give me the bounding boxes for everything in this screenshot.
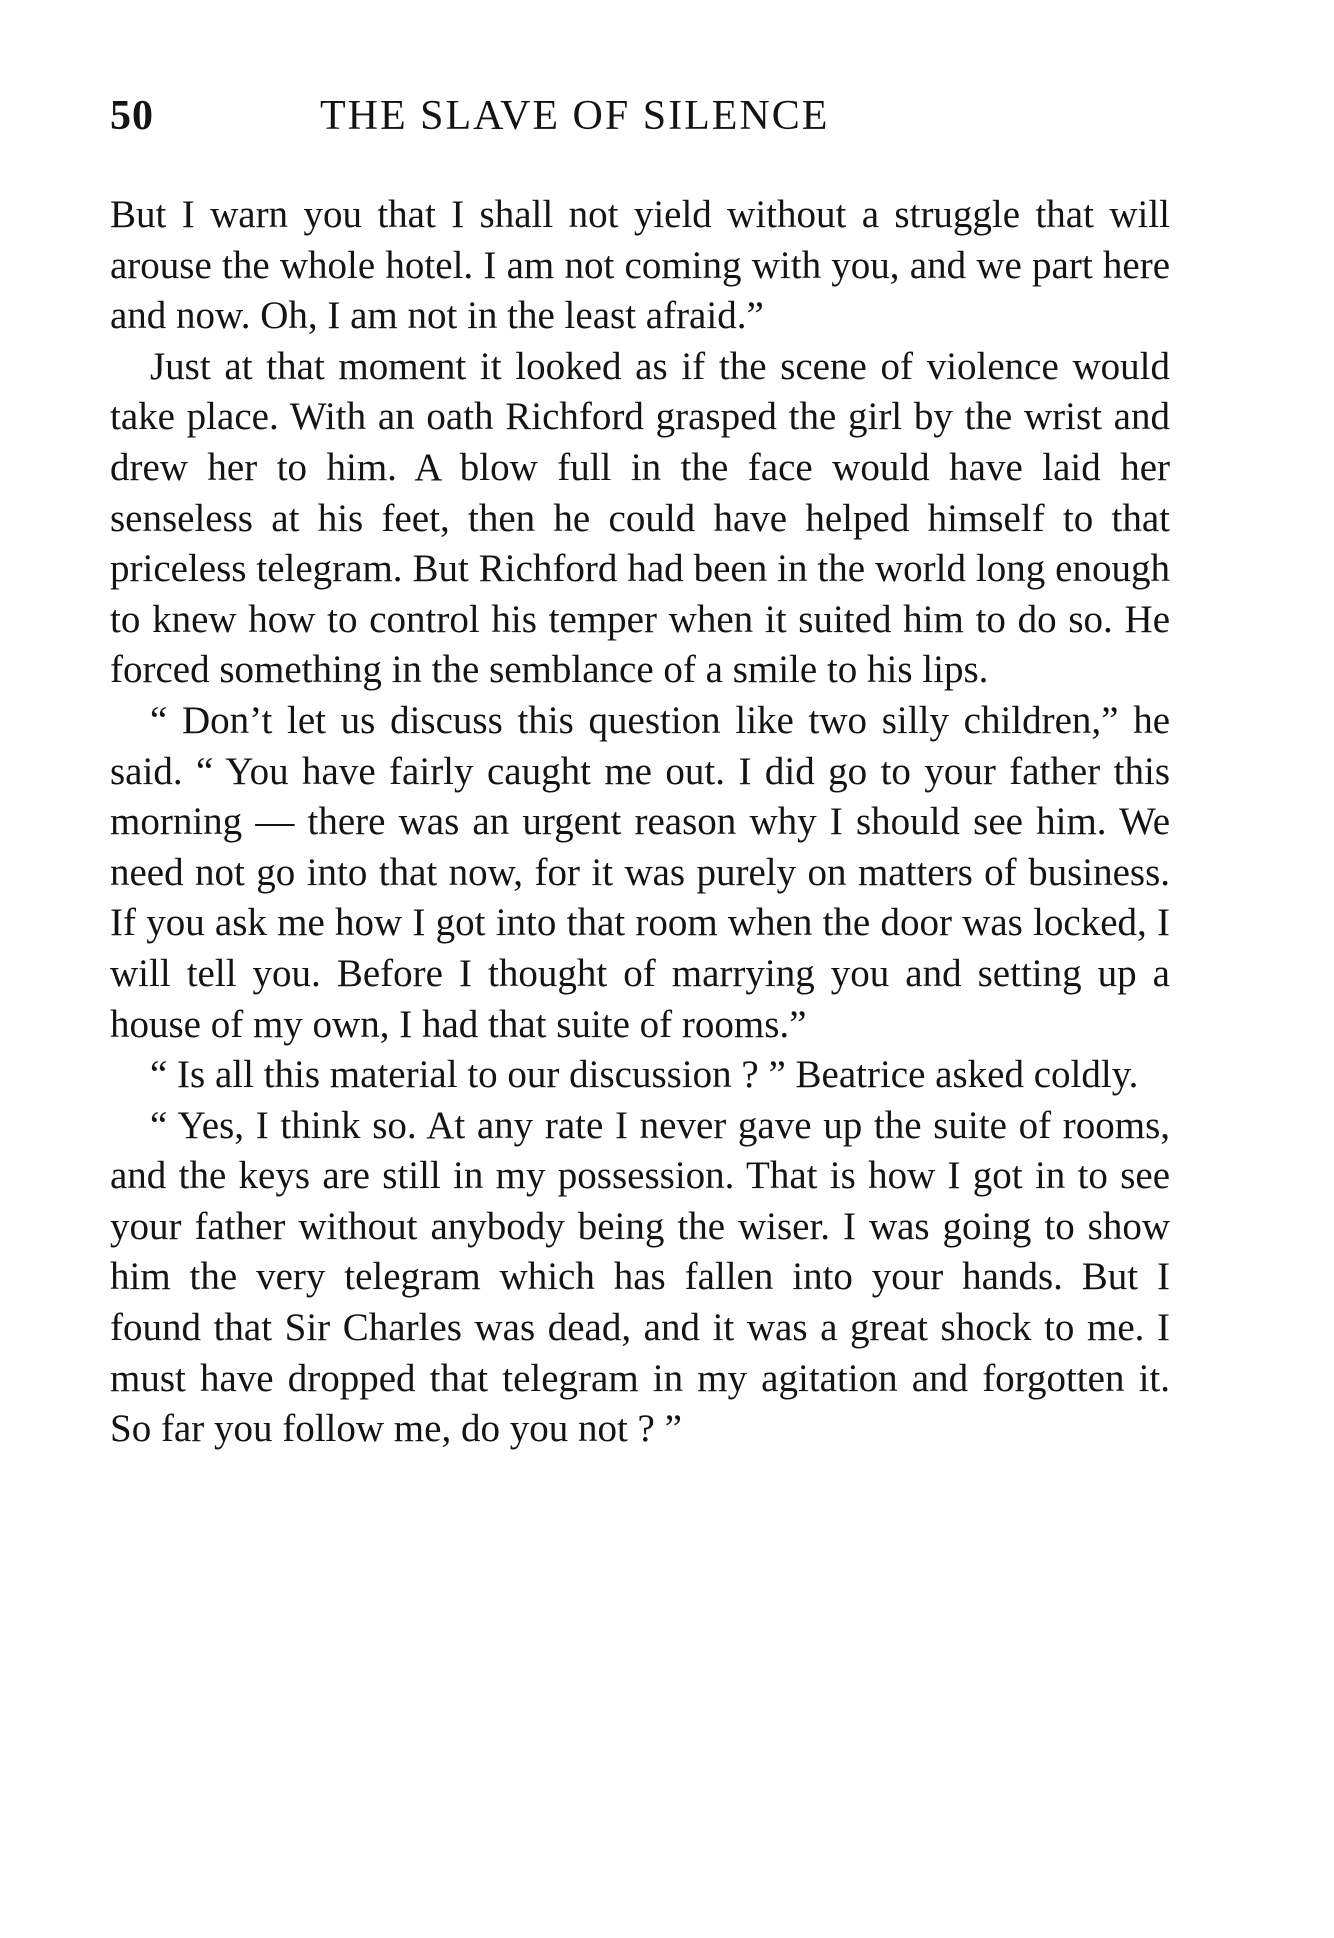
page-header [110, 92, 1170, 152]
paragraph: “ Yes, I think so. At any rate I never gave up the suite of rooms, and the keys are still in my possession. That is how I got in to see your father without anybody being the wiser. I was going to show him the very telegram which has fallen into your hands. But I found that Sir Charles was dead, and it was a great shock to me. I must have dropped that telegram in my agitation and forgotten it. So far you follow me, do you not ? ” [110, 1103, 1170, 1451]
paragraph: But I warn you that I shall not yield without a struggle that will arouse the whole hotel. I am not coming with you, and we part here and now. Oh, I am not in the least afraid.” [110, 193, 1170, 338]
paragraph: “ Don’t let us discuss this question like two silly children,” he said. “ You have fairly caught me out. I did go to your father this morning — there was an urgent reason why I should see him. We need not go into that now, for it was purely on matters of business. If you ask me how I got into that room when the door was locked, I will tell you. Before I thought of marrying you and setting up a house of my own, I had that suite of rooms.” [110, 698, 1170, 1046]
body-text [110, 190, 1170, 1455]
paragraph: “ Is all this material to our discussion ? ” Beatrice asked coldly. [150, 1053, 1139, 1097]
page-number: 50 [110, 93, 154, 139]
paragraph: Just at that moment it looked as if the scene of violence would take place. With an oath Richford grasped the girl by the wrist and drew her to him. A blow full in the face would have laid her senseless at his feet, then he could have helped himself to that priceless telegram. But Richford had been in the world long enough to knew how to control his temper when it suited him to do so. He forced something in the semblance of a smile to his lips. [110, 344, 1170, 692]
running-title: THE SLAVE OF SILENCE [320, 93, 830, 139]
